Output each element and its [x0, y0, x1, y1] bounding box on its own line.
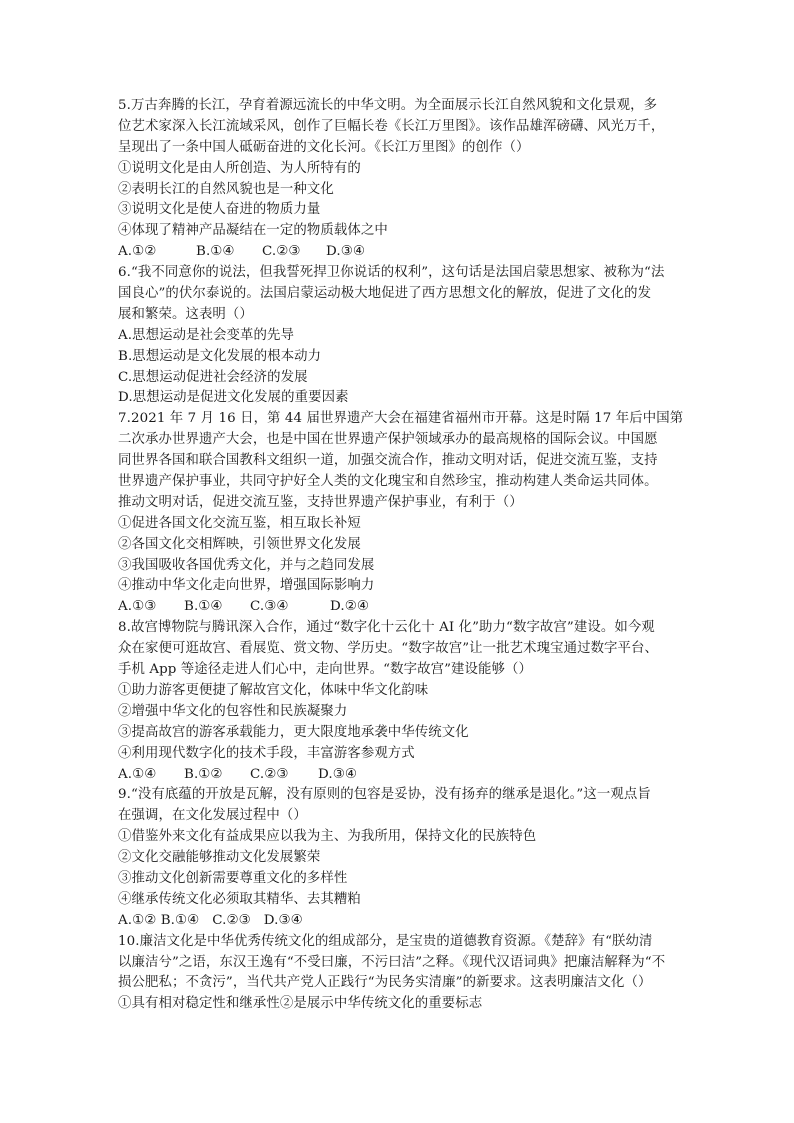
question-7-option-a: A.①③ — [118, 599, 157, 615]
question-5-statement-2: ②表明长江的自然风貌也是一种文化 — [118, 181, 334, 197]
question-5-statement-4: ④体现了精神产品凝结在一定的物质载体之中 — [118, 223, 388, 239]
question-8 — [118, 618, 688, 785]
question-5-line-2: 位艺术家深入长江流域采风，创作了巨幅长卷《长江万里图》。该作品雄浑磅礴、风光万千， — [118, 118, 665, 134]
question-5-option-d: D.③④ — [326, 244, 365, 260]
question-8-line-3: 手机 App 等途径走进人们心中，走向世界。“数字故宫”建设能够（） — [118, 662, 532, 678]
question-10-line-3: 损公肥私；不贪污”，当代共产党人正践行“为民务实清廉”的新要求。这表明廉洁文化（） — [118, 975, 652, 991]
question-7-option-b: B.①④ — [184, 599, 223, 615]
question-5-option-a: A.①② — [118, 244, 157, 260]
question-8-option-d: D.③④ — [318, 766, 357, 782]
question-7-line-1: 7.2021 年 7 月 16 日，第 44 届世界遗产大会在福建省福州市开幕。这是时隔 17 年后中国第 — [118, 411, 684, 427]
question-9-line-2: 在强调，在文化发展过程中（） — [118, 808, 307, 824]
question-7-option-c: C.③④ — [250, 599, 289, 615]
question-5-statement-3: ③说明文化是使人奋进的物质力量 — [118, 202, 321, 218]
question-9-line-1: 9.“没有底蕴的开放是瓦解，没有原则的包容是妥协，没有扬弃的继承是退化。”这一观点旨 — [118, 787, 651, 803]
question-7-option-d: D.②④ — [330, 599, 369, 615]
question-5 — [118, 96, 688, 263]
question-7-statement-1: ①促进各国文化交流互鉴，相互取长补短 — [118, 515, 361, 531]
question-9-options: A.①② B.①④ C.②③ D.③④ — [118, 912, 303, 928]
question-9-statement-2: ②文化交融能够推动文化发展繁荣 — [118, 850, 321, 866]
question-8-line-1: 8.故宫博物院与腾讯深入合作，通过“数字化十云化十 AI 化”助力“数字故宫”建设。如今观 — [118, 620, 655, 636]
question-9-statement-3: ③推动文化创新需要尊重文化的多样性 — [118, 870, 348, 886]
question-9 — [118, 785, 688, 931]
question-8-statement-2: ②增强中华文化的包容性和民族凝聚力 — [118, 703, 348, 719]
question-8-statement-1: ①助力游客更便捷了解故宫文化，体味中华文化韵味 — [118, 682, 429, 698]
question-6-line-2: 国良心”的伏尔泰说的。法国启蒙运动极大地促进了西方思想文化的解放，促进了文化的发 — [118, 286, 652, 302]
question-5-option-b: B.①④ — [196, 244, 235, 260]
exam-page — [118, 96, 688, 1015]
question-7-line-2: 二次承办世界遗产大会，也是中国在世界遗产保护领域承办的最高规格的国际会议。中国愿 — [118, 432, 658, 448]
question-8-statement-4: ④利用现代数字化的技术手段，丰富游客参观方式 — [118, 745, 415, 761]
question-8-line-2: 众在家便可逛故宫、看展览、赏文物、学历史。“数字故宫”让一批艺术瑰宝通过数字平台、 — [118, 641, 659, 657]
question-7-options — [118, 597, 688, 618]
question-5-options — [118, 242, 688, 263]
question-7-statement-2: ②各国文化交相辉映，引领世界文化发展 — [118, 536, 361, 552]
question-8-statement-3: ③提高故宫的游客承载能力，更大限度地承袭中华传统文化 — [118, 724, 469, 740]
question-7-statement-4: ④推动中华文化走向世界，增强国际影响力 — [118, 578, 375, 594]
question-5-line-3: 呈现出了一条中国人砥砺奋进的文化长河。《长江万里图》的创作（） — [118, 139, 530, 155]
question-7 — [118, 409, 688, 618]
question-10-line-2: 以廉洁兮”之语，东汉王逸有“不受曰廉，不污曰洁”之释。《现代汉语词典》把廉洁解释为“不 — [118, 954, 666, 970]
question-7-statement-3: ③我国吸收各国优秀文化，并与之趋同发展 — [118, 557, 375, 573]
question-9-statement-1: ①借鉴外来文化有益成果应以我为主、为我所用，保持文化的民族特色 — [118, 829, 537, 845]
question-6-line-3: 展和繁荣。这表明（） — [118, 306, 253, 322]
question-10 — [118, 932, 688, 1016]
question-5-option-c: C.②③ — [262, 244, 301, 260]
question-6-option-a: A.思想运动是社会变革的先导 — [118, 327, 295, 343]
question-10-statement-1-2: ①具有相对稳定性和继承性②是展示中华传统文化的重要标志 — [118, 996, 483, 1012]
question-6-option-d: D.思想运动是促进文化发展的重要因素 — [118, 390, 349, 406]
question-8-option-c: C.②③ — [250, 766, 289, 782]
question-7-line-3: 同世界各国和联合国教科文组织一道，加强交流合作，推动文明对话，促进交流互鉴，支持 — [118, 453, 658, 469]
question-8-options — [118, 765, 688, 786]
question-9-statement-4: ④继承传统文化必须取其精华、去其糟粕 — [118, 891, 361, 907]
question-10-line-1: 10.廉洁文化是中华优秀传统文化的组成部分，是宝贵的道德教育资源。《楚辞》有“朕幼清 — [118, 933, 653, 949]
question-6 — [118, 263, 688, 409]
question-7-line-5: 推动文明对话，促进交流互鉴，支持世界遗产保护事业，有利于（） — [118, 494, 523, 510]
question-5-statement-1: ①说明文化是由人所创造、为人所特有的 — [118, 160, 361, 176]
question-8-option-a: A.①④ — [118, 766, 157, 782]
question-6-option-b: B.思想运动是文化发展的根本动力 — [118, 348, 322, 364]
question-8-option-b: B.①② — [184, 766, 223, 782]
question-7-line-4: 世界遗产保护事业，共同守护好全人类的文化瑰宝和自然珍宝，推动构建人类命运共同体。 — [118, 474, 658, 490]
question-6-line-1: 6.“我不同意你的说法，但我誓死捍卫你说话的权利”，这句话是法国启蒙思想家、被称为“法 — [118, 265, 665, 281]
question-6-option-c: C.思想运动促进社会经济的发展 — [118, 369, 308, 385]
question-5-line-1: 5.万古奔腾的长江，孕育着源远流长的中华文明。为全面展示长江自然风貌和文化景观，多 — [118, 98, 658, 113]
